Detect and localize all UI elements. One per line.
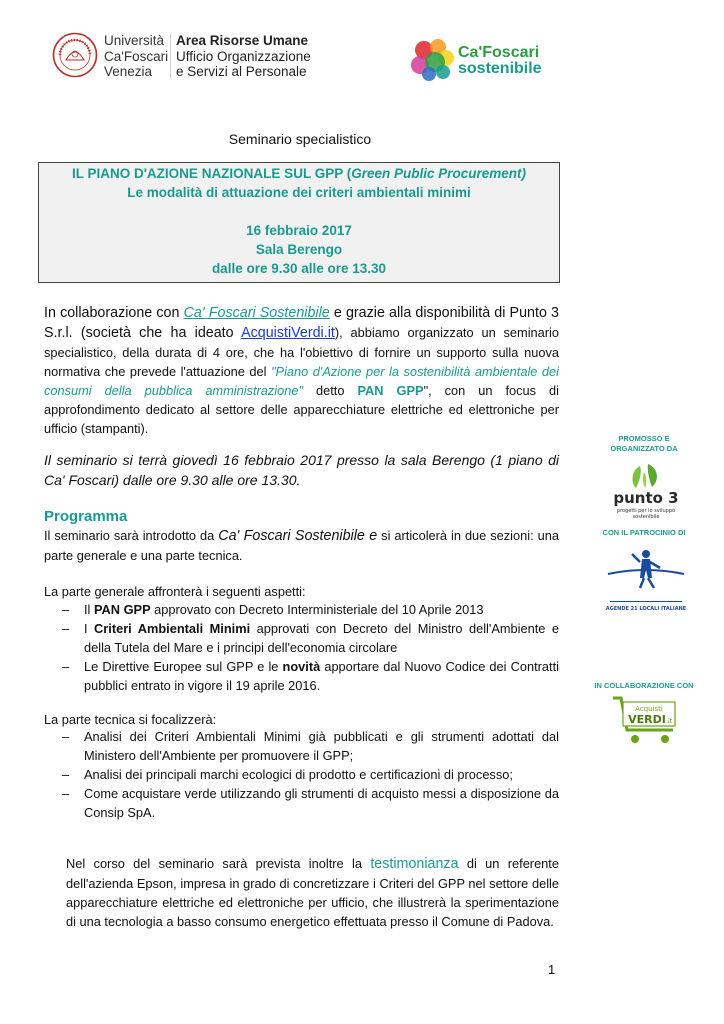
cf-sostenibile-link[interactable]: Ca' Foscari Sostenibile [183,305,330,321]
list-item: – Come acquistare verde utilizzando gli strumenti di acquisto messi a disposizione da Consip SpA. [62,786,559,820]
list-item: – Analisi dei principali marchi ecologici di prodotto e certificazioni di processo; [62,767,513,782]
seminar-info-italic: Il seminario si terrà giovedì 16 febbraio 2017 presso la sala Berengo (1 piano di Ca' Foscari) dalle ore 9.30 alle ore 13.30. [44,452,559,488]
general-list [62,600,559,695]
svg-text:sostenibile: sostenibile [632,514,660,520]
general-intro: La parte generale affronterà i seguenti aspetti: [44,584,306,599]
svg-text:Acquisti: Acquisti [635,705,663,713]
technical-list [62,727,559,822]
svg-text:AGENDE 21 LOCALI ITALIANE: AGENDE 21 LOCALI ITALIANE [605,606,687,612]
collaboration-label: IN COLLABORAZIONE CON [594,681,694,690]
list-item: – Le Direttive Europee sul GPP e le novità apportare dal Nuovo Codice dei Contratti pubblici entrato in vigore il 19 aprile 2016. [62,659,559,693]
list-item: – I Criteri Ambientali Minimi approvati con Decreto del Ministro dell'Ambiente e della Tutela del Mare e i principi dell'economia circolare [62,621,559,655]
programma-intro: Il seminario sarà introdotto da Ca' Foscari Sostenibile e si articolerà in due sezioni: una parte generale e una parte tecnica. [44,528,559,563]
cf-sostenibile-logo-text: Ca'Foscari sostenibile [458,44,542,77]
university-name: Università Ca'Foscari Venezia [104,33,169,79]
svg-text:punto 3: punto 3 [613,489,679,507]
patronage-label: CON IL PATROCINIO DI [602,528,686,537]
seminar-subtitle: Seminario specialistico [228,131,372,147]
seminar-date: 16 febbraio 2017 [246,223,352,238]
seminar-title-box [38,162,560,283]
acquistiverdi-logo-icon [611,694,681,748]
list-item: – Il PAN GPP approvato con Decreto Interministeriale del 10 Aprile 2013 [62,602,484,617]
title-line-1: IL PIANO D'AZIONE NAZIONALE SUL GPP (Green Public Procurement) [71,166,527,181]
promoted-label: PROMOSSO E ORGANIZZATO DA [610,434,678,453]
cf-sostenibile-logo-icon [410,38,456,82]
list-item: – Analisi dei Criteri Ambientali Minimi già pubblicati e gli strumenti adottati dal Ministero dell'Ambiente per promuovere il GPP; [62,729,559,763]
area-header: Area Risorse Umane Ufficio Organizzazione e Servizi al Personale [176,33,311,79]
seminar-time: dalle ore 9.30 alle ore 13.30 [211,261,387,276]
svg-text:progetti per lo sviluppo: progetti per lo sviluppo [616,508,676,514]
university-seal-icon [52,32,98,78]
svg-text:VERDI: VERDI [628,713,666,726]
agende21-logo-icon [604,544,688,614]
page-number: 1 [548,962,556,977]
closing-paragraph: Nel corso del seminario sarà prevista inoltre la testimonianza di un referente dell'azienda Epson, impresa in grado di concretizzare i Criteri del GPP nel settore delle apparecchiature elettriche ed elettroniche per ufficio, che illustrerà la sperimentazione di una tecnologia a basso consumo energetico effettuata presso il Comune di Padova. [66,856,559,929]
intro-paragraph: In collaborazione con Ca' Foscari Sostenibile e grazie alla disponibilità di Punto 3 S.r.l. (società che ha ideato AcquistiVerdi.it), abbiamo organizzato un seminario specialistico, della durata di 4 ore, che ha l'obiettivo di fornire un supporto sulla nuova normativa che prevede l'attuazione del "Piano d'Azione per la sostenibilità ambientale dei consumi della pubblica amministrazione" detto PAN GPP", con un focus di approfondimento dedicato al settore delle apparecchiature elettriche ed elettroniche per ufficio (stampanti). [44,305,560,436]
acquistiverdi-link[interactable]: AcquistiVerdi.it [241,325,335,341]
programma-heading: Programma [44,508,128,525]
header-divider [170,34,171,78]
title-line-2: Le modalità di attuazione dei criteri ambientali minimi [127,185,471,200]
svg-text:.it: .it [666,718,672,725]
punto3-logo-icon [613,460,679,522]
seminar-room: Sala Berengo [255,242,343,257]
technical-intro: La parte tecnica si focalizzerà: [44,712,217,727]
